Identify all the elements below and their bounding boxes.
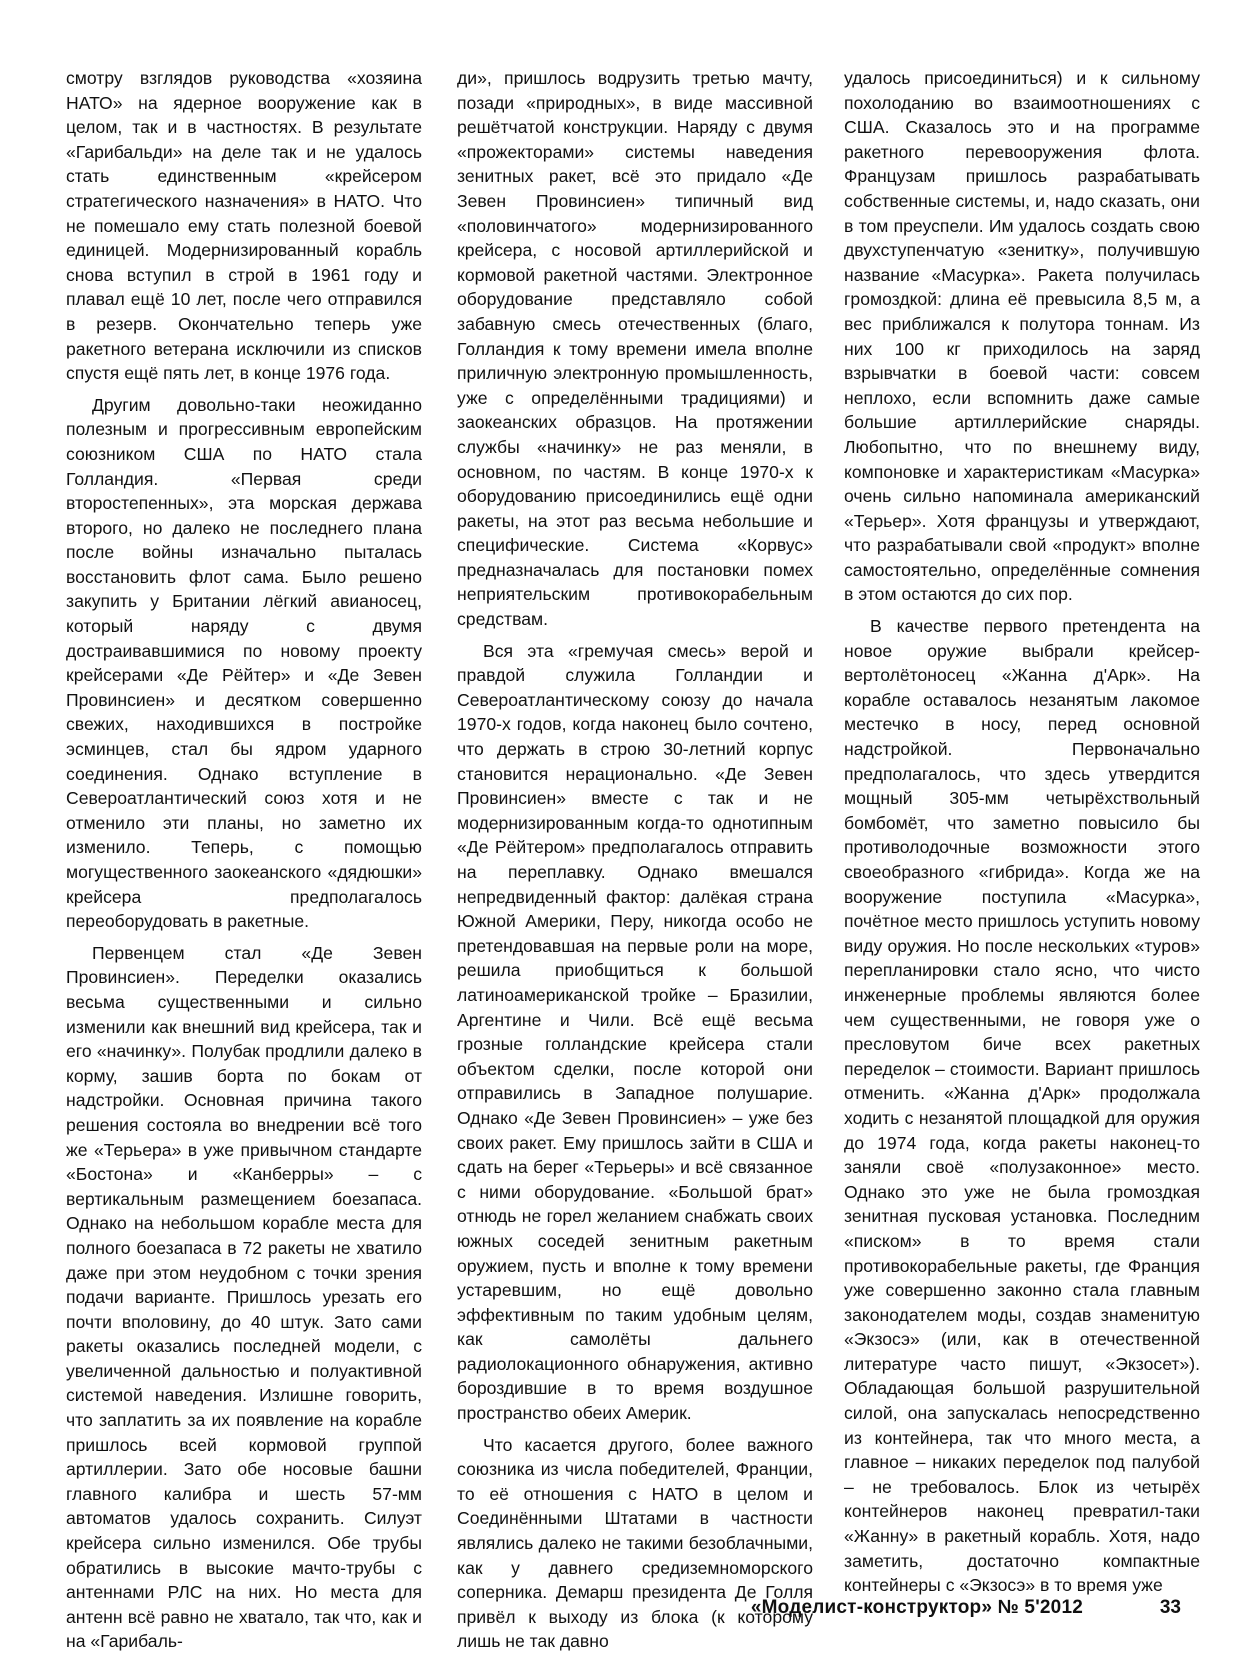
paragraph: Первенцем стал «Де Зевен Провинсиен». Переделки оказались весьма существенными и сильно изменили как внешний вид крейсера, так и его «начинку». Полубак продлили далеко в корму, зашив борта по бокам от надстройки. Основная причина такого решения состояла во внедрении всё того же «Терьера» в уже привычном стандарте «Бостона» и «Канберры» – с вертикальным размещением боезапаса. Однако на небольшом корабле места для полного боезапаса в 72 ракеты не хватило даже при этом неудобном с точки зрения подачи варианте. Пришлось урезать его почти вполовину, до 40 штук. Зато сами ракеты оказались последней модели, с увеличенной дальностью и полуактивной системой наведения. Излишне говорить, что заплатить за их появление на корабле пришлось всей кормовой группой артиллерии. Зато обе носовые башни главного калибра и шесть 57-мм автоматов удалось сохранить. Силуэт крейсера сильно изменился. Обе трубы обратились в высокие мачто-трубы с антеннами РЛС на них. Но места для антенн всё равно не хватало, так что, как и на «Гарибаль- [66,942,422,1652]
text-column-3 [844,66,1200,1598]
paragraph: Другим довольно-таки неожиданно полезным и прогрессивным европейским союзником США по НАТО стала Голландия. «Первая среди второстепенных», эта морская держава второго, но далеко не последнего плана после войны изначально пыталась восстановить флот сама. Было решено закупить у Британии лёгкий авианосец, который наряду с двумя достраивавшимися по новому проекту крейсерами «Де Рёйтер» и «Де Зевен Провинсиен» и десятком совершенно свежих, находившихся в постройке эсминцев, стал бы ядром ударного соединения. Однако вступление в Североатлантический союз хотя и не отменило эти планы, но заметно их изменило. Теперь, с помощью могущественного заокеанского «дядюшки» крейсера предполагалось переоборудовать в ракетные. [66,394,422,932]
paragraph: удалось присоединиться) и к сильному похолоданию во взаимоотношениях с США. Сказалось это и на программе ракетного перевооружения флота. Французам пришлось разрабатывать собственные системы, и, надо сказать, они в том преуспели. Им удалось создать свою двухступенчатую «зенитку», получившую название «Масурка». Ракета получилась громоздкой: длина её превысила 8,5 м, а вес приближался к полутора тоннам. Из них 100 кг приходилось на заряд взрывчатки в боевой части: совсем неплохо, если вспомнить даже самые большие артиллерийские снаряды. Любопытно, что по внешнему виду, компоновке и характеристикам «Масурка» очень сильно напоминала американский «Терьер». Хотя французы и утверждают, что разрабатывали свой «продукт» вполне самостоятельно, определённые сомнения в этом остаются до сих пор. [844,68,1200,605]
page-footer [0,1597,1253,1627]
text-column-2 [457,66,813,1654]
paragraph: ди», пришлось водрузить третью мачту, позади «природных», в виде массивной решётчатой конструкции. Наряду с двумя «прожекторами» системы наведения зенитных ракет, всё это придало «Де Зевен Провинсиен» типичный вид «половинчатого» модернизированного крейсера, с носовой артиллерийской и кормовой ракетной частями. Электронное оборудование представляло собой забавную смесь отечественных (благо, Голландия к тому времени имела вполне приличную электронную промышленность, уже с определёнными традициями) и заокеанских образцов. На протяжении службы «начинку» не раз меняли, в основном, по частям. В конце 1970-х к оборудованию присоединились ещё одни ракеты, на этот раз весьма небольшие и специфические. Система «Корвус» предназначалась для постановки помех неприятельским противокорабельным средствам. [457,68,813,630]
paragraph: Вся эта «гремучая смесь» верой и правдой служила Голландии и Североатлантическому союзу до начала 1970-х годов, когда наконец было сочтено, что держать в строю 30-летний корпус становится нерационально. «Де Зевен Провинсиен» вместе с так и не модернизированным когда-то однотипным «Де Рёйтером» предполагалось отправить на переплавку. Однако вмешался непредвиденный фактор: далёкая страна Южной Америки, Перу, никогда особо не претендовавшая на первые роли на море, решила приобщиться к большой латиноамериканской тройке – Бразилии, Аргентине и Чили. Всё ещё весьма грозные голландские крейсера стали объектом сделки, после которой они отправились в Западное полушарие. Однако «Де Зевен Провинсиен» – уже без своих ракет. Ему пришлось зайти в США и сдать на берег «Терьеры» и всё связанное с ними оборудование. «Большой брат» отнюдь не горел желанием снабжать своих южных соседей зенитным ракетным оружием, пусть и вполне к тому времени устаревшим, но ещё довольно эффективным по таким удобным целям, как самолёты дальнего радиолокационного обнаружения, активно бороздившие в то время воздушное пространство обеих Америк. [457,640,813,1424]
page-number: 33 [1159,1597,1181,1618]
text-column-1 [66,66,422,1654]
magazine-issue-label: «Моделист-конструктор» № 5'2012 [750,1597,1083,1618]
paragraph: В качестве первого претендента на новое оружие выбрали крейсер-вертолётоносец «Жанна д'Арк». На корабле оставалось незанятым лакомое местечко в носу, перед основной надстройкой. Первоначально предполагалось, что здесь утвердится мощный 305-мм четырёхствольный бомбомёт, что заметно повысило бы противолодочные возможности этого своеобразного «гибрида». Когда же на вооружение поступила «Масурка», почётное место пришлось уступить новому виду оружия. Но после нескольких «туров» перепланировки стало ясно, что чисто инженерные проблемы являются более чем существенными, не говоря уже о пресловутом биче всех ракетных переделок – стоимости. Вариант пришлось отменить. «Жанна д'Арк» продолжала ходить с незанятой площадкой для оружия до 1974 года, когда ракеты наконец-то заняли своё «полузаконное» место. Однако это уже не была громоздкая зенитная пусковая установка. Последним «писком» в то время стали противокорабельные ракеты, где Франция уже совершенно законно стала главным законодателем моды, создав знаменитую «Экзосэ» (или, как в отечественной литературе часто пишут, «Экзосет»). Обладающая большой разрушительной силой, она запускалась непосредственно из контейнера, так что много места, а главное – никаких переделок под палубой – не требовалось. Блок из четырёх контейнеров наконец превратил-таки «Жанну» в ракетный корабль. Хотя, надо заметить, достаточно компактные контейнеры с «Экзосэ» в то время уже [844,616,1200,1596]
paragraph: смотру взглядов руководства «хозяина НАТО» на ядерное вооружение как в целом, так и в частностях. В результате «Гарибальди» на деле так и не удалось стать единственным «крейсером стратегического назначения» в НАТО. Что не помешало ему стать полезной боевой единицей. Модернизированный корабль снова вступил в строй в 1961 году и плавал ещё 10 лет, после чего отправился в резерв. Окончательно теперь уже ракетного ветерана исключили из списков спустя ещё пять лет, в конце 1976 года. [66,68,422,384]
paragraph: Что касается другого, более важного союзника из числа победителей, Франции, то её отношения с НАТО в целом и Соединёнными Штатами в частности являлись далеко не такими безоблачными, как у давнего средиземноморского соперника. Демарш президента Де Голля привёл к выходу из блока (к которому лишь не так давно [457,1434,813,1652]
